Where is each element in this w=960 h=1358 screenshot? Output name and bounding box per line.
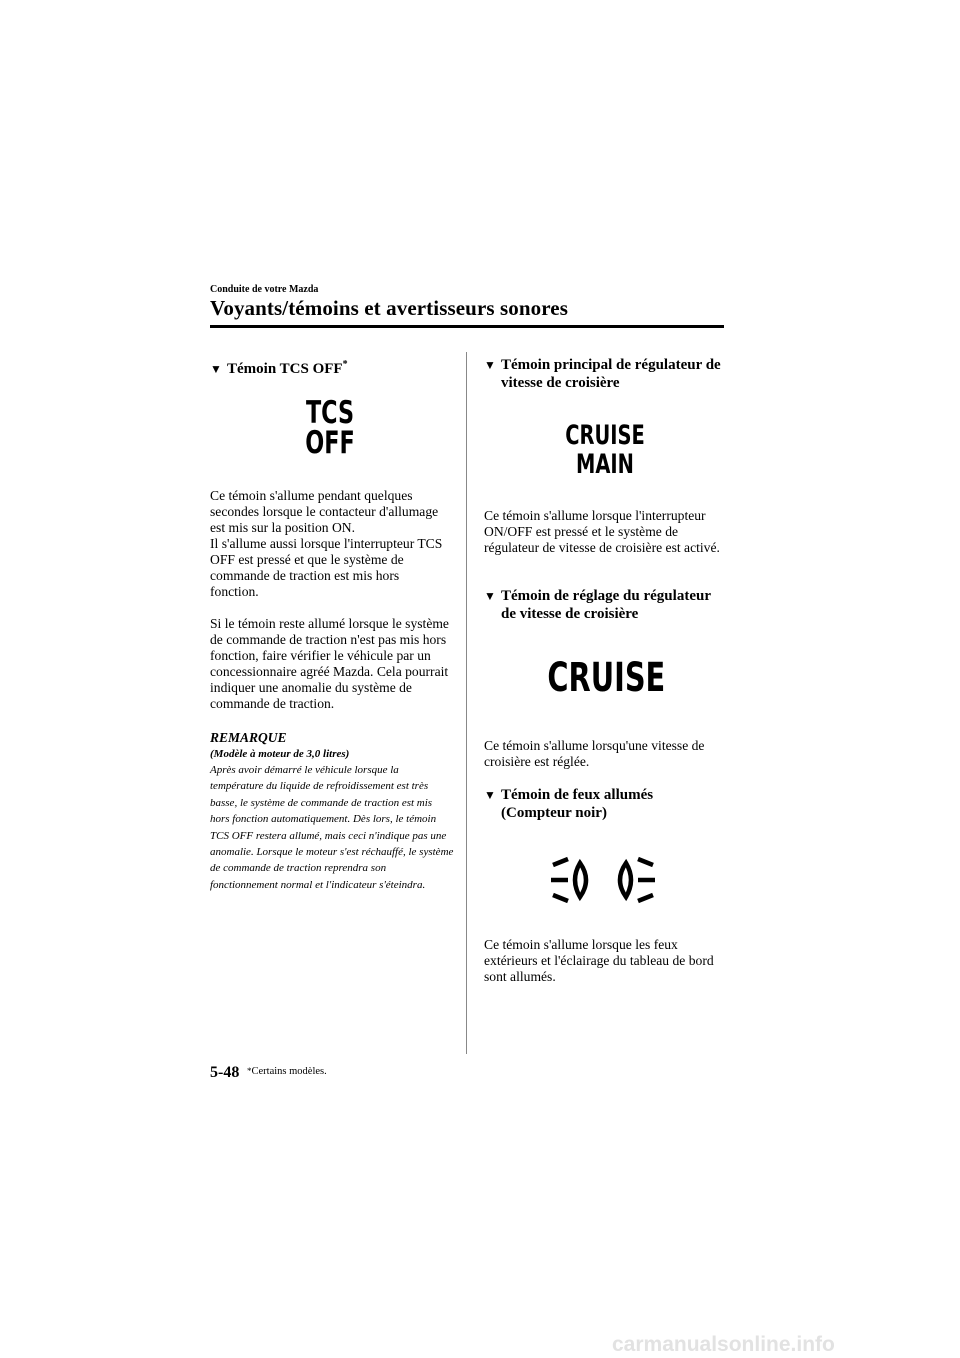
page-title: Voyants/témoins et avertisseurs sonores [210,296,568,320]
triangle-down-icon: ▼ [484,788,496,802]
triangle-down-icon: ▼ [484,589,496,603]
section-label: Conduite de votre Mazda [210,284,319,295]
cruise-main-section [484,356,724,392]
note-subtitle: (Modèle à moteur de 3,0 litres) [210,748,350,760]
cruise-main-indicator-icon: CRUISE MAIN [565,420,645,480]
cruise-main-paragraph: Ce témoin s'allume lorsque l'interrupteur ON/OFF est pressé et le système de régulateur de vitesse de croisière est activé. [484,508,720,555]
triangle-down-icon: ▼ [210,362,222,376]
cruise-set-section [484,587,724,623]
cruise-set-heading: ▼ Témoin de réglage du régulateur de vitesse de croisière [484,588,711,622]
tcs-off-indicator-icon: TCS OFF [305,395,355,461]
lights-paragraph: Ce témoin s'allume lorsque les feux extérieurs et l'éclairage du tableau de bord sont allumés. [484,937,714,984]
page-number: 5-48 [210,1064,240,1081]
note-box [210,730,454,893]
tcs-off-paragraph-1b: Il s'allume aussi lorsque l'interrupteur TCS OFF est pressé et que le système de commande de traction est mis hors fonction. [210,536,443,599]
tcs-off-paragraph-1: Ce témoin s'allume pendant quelques secondes lorsque le contacteur d'allumage est mis sur la position ON. [210,488,439,535]
lights-section [484,786,724,822]
tcs-off-paragraph-2: Si le témoin reste allumé lorsque le système de commande de traction n'est pas mis hors fonction, faire vérifier le véhicule par un concessionnaire agréé Mazda. Cela pourrait indiquer une anomalie du système de commande de traction. [210,616,449,711]
watermark: carmanualsonline.info [612,1333,835,1356]
tcs-off-section [210,356,450,378]
note-body: Après avoir démarré le véhicule lorsque la température du liquide de refroidissement est très basse, le système de commande de traction est mis hors fonction automatiquement. Dès lors, le témoin TCS OFF restera allumé, mais ceci n'indique pas une anomalie. Lorsque le moteur s'est réchauffé, le système de commande de traction reprendra son fonctionnement normal et l'indicateur s'éteindra. [210,764,454,891]
cruise-set-indicator-icon: CRUISE [547,655,666,701]
asterisk-mark: * [342,359,348,370]
lights-heading: ▼ Témoin de feux allumés (Compteur noir) [484,787,654,821]
tcs-off-heading: ▼ Témoin TCS OFF* [210,359,348,377]
lights-on-indicator-icon [548,853,658,907]
cruise-main-heading: ▼ Témoin principal de régulateur de vitesse de croisière [484,357,721,391]
triangle-down-icon: ▼ [484,358,496,372]
footnote: *Certains modèles. [247,1066,327,1077]
column-divider [466,352,467,1054]
cruise-set-paragraph: Ce témoin s'allume lorsqu'une vitesse de croisière est réglée. [484,738,705,769]
title-rule [210,325,724,328]
note-title: REMARQUE [210,730,287,745]
